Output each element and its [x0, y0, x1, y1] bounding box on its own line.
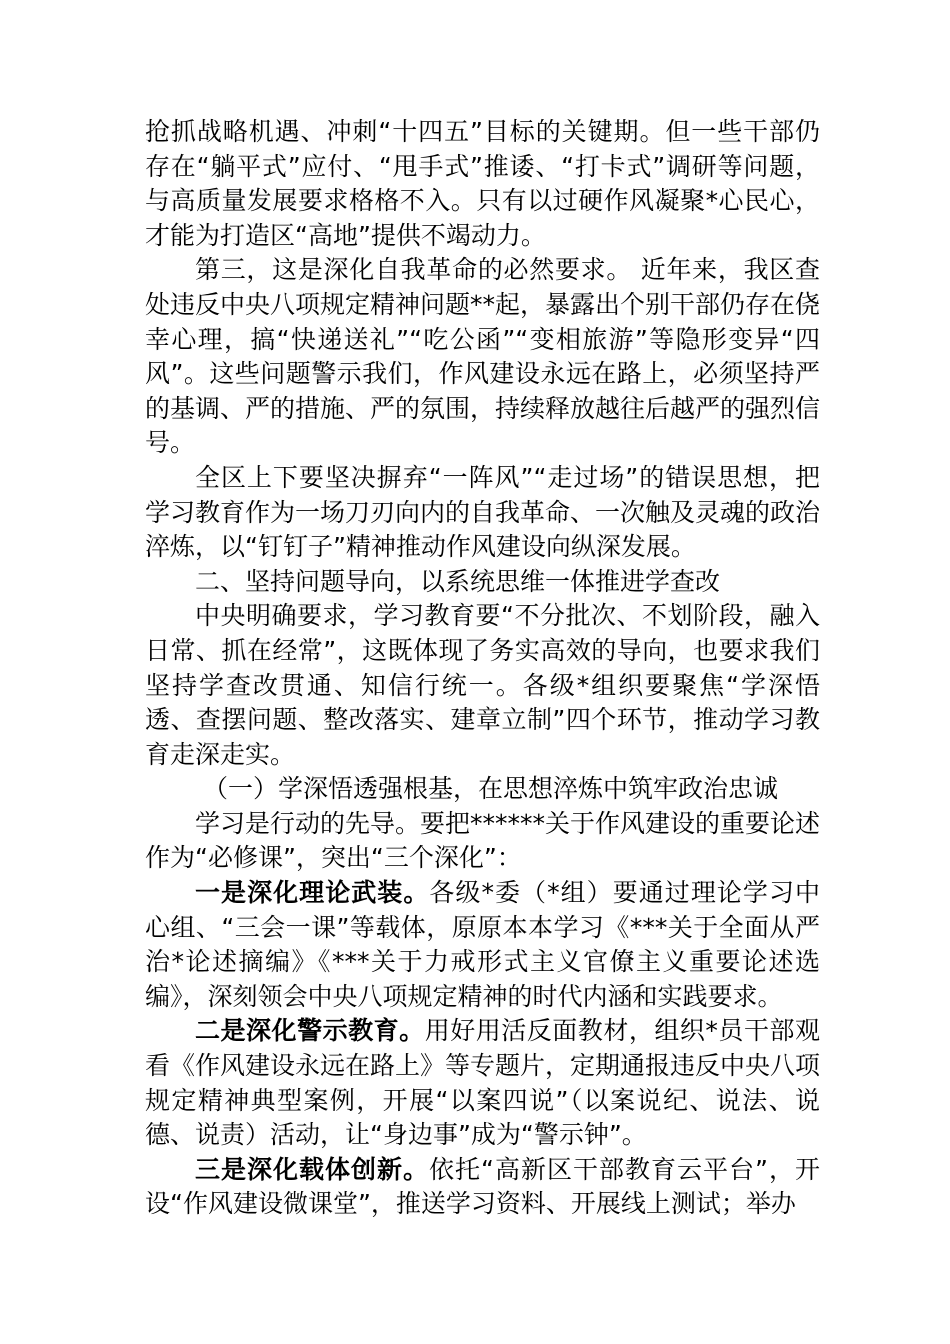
- paragraph-lead-bold: 一是深化理论武装。: [195, 878, 430, 908]
- paragraph-body: 各级*委（*组）要通过理论学习中心组、“三会一课”等载体，原原本本学习《***关于全面从严治*论述摘编》《***关于力戒形式主义官僚主义重要论述选编》，深刻领会中央八项规定精神的时代内涵和实践要求。: [145, 878, 820, 1011]
- paragraph-third-point: 第三，这是深化自我革命的必然要求。 近年来，我区查处违反中央八项规定精神问题**起，暴露出个别干部仍存在侥幸心理，搞“快递送礼”“吃公函”“变相旅游”等隐形变异“四风”。这些问题警示我们，作风建设永远在路上，必须坚持严的基调、严的措施、严的氛围，持续释放越往后越严的强烈信号。: [145, 255, 821, 458]
- paragraph-summary: 全区上下要坚决摒弃“一阵风”“走过场”的错误思想，把学习教育作为一场刀刃向内的自我革命、一次触及灵魂的政治淬炼，以“钉钉子”精神推动作风建设向纵深发展。: [145, 462, 821, 562]
- paragraph-theory-arming: [145, 876, 820, 1014]
- paragraph-lead-bold: 二是深化警示教育。: [195, 1016, 425, 1046]
- paragraph-lead-bold: 三是深化载体创新。: [195, 1154, 430, 1184]
- section-heading-two: 二、坚持问题导向，以系统思维一体推进学查改: [195, 566, 721, 596]
- paragraph-body: 用好用活反面教材，组织*员干部观看《作风建设永远在路上》等专题片，定期通报违反中央八项规定精神典型案例，开展“以案四说”（以案说纪、说法、说德、说责）活动，让“身边事”成为“警示钟”。: [145, 1016, 821, 1150]
- paragraph-learning-guide: 学习是行动的先导。要把******关于作风建设的重要论述作为“必修课”，突出“三个深化”：: [145, 808, 821, 873]
- paragraph-central-requirement: 中央明确要求，学习教育要“不分批次、不划阶段，融入日常、抓在经常”，这既体现了务实高效的导向，也要求我们坚持学查改贯通、知信行统一。各级*组织要聚焦“学深悟透、查摆问题、整改落实、建章立制”四个环节，推动学习教育走深走实。: [145, 601, 820, 769]
- paragraph-body: 依托“高新区干部教育云平台”，开设“作风建设微课堂”，推送学习资料、开展线上测试；举办: [145, 1154, 820, 1219]
- subsection-heading-one: （一）学深悟透强根基，在思想淬炼中筑牢政治忠诚: [203, 774, 779, 804]
- paragraph-continuation: 抢抓战略机遇、冲刺“十四五”目标的关键期。但一些干部仍存在“躺平式”应付、“甩手式”推诿、“打卡式”调研等问题，与高质量发展要求格格不入。只有以过硬作风凝聚*心民心，才能为打造区“高地”提供不竭动力。: [145, 117, 820, 250]
- paragraph-warning-education: [145, 1014, 820, 1152]
- paragraph-carrier-innovation: [145, 1153, 820, 1222]
- document-page: [145, 115, 820, 1222]
